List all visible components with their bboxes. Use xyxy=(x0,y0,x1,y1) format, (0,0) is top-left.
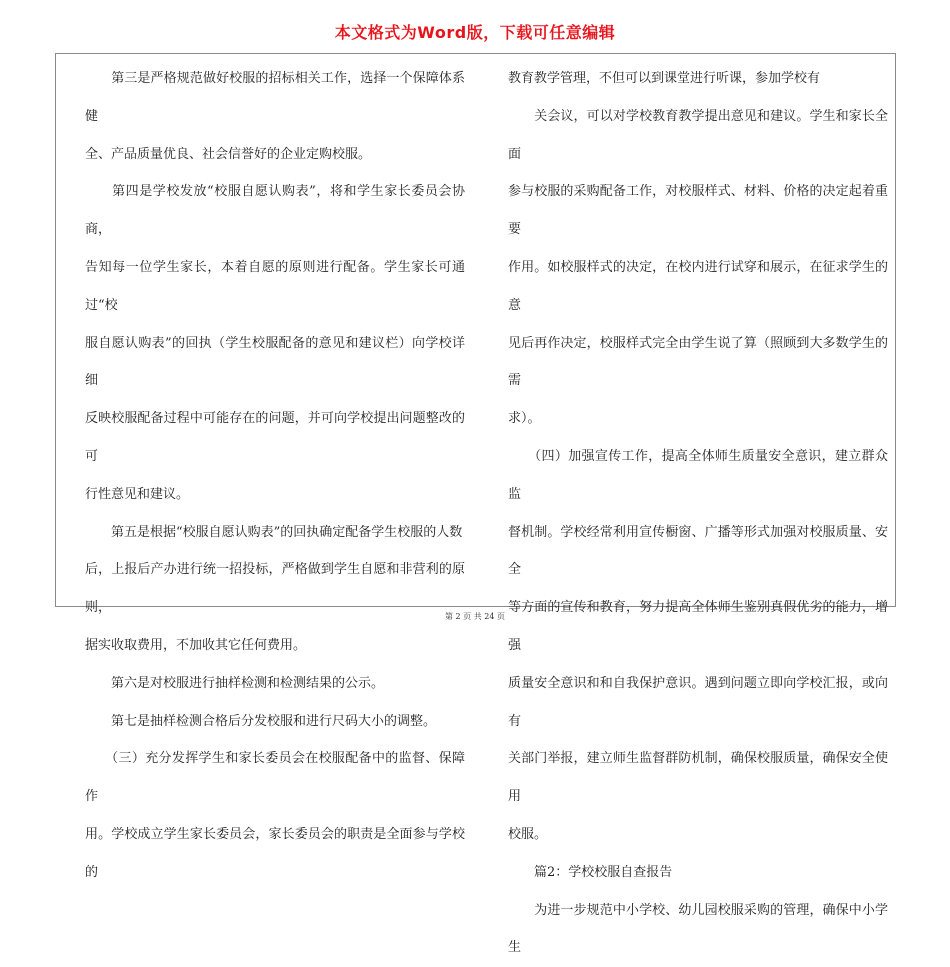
text-line: 反映校服配备过程中可能存在的问题，并可向学校提出问题整改的可 xyxy=(85,411,465,464)
text-line: 关会议，可以对学校教育教学提出意见和建议。学生和家长全面 xyxy=(508,108,888,162)
text-line: 后，上报后产办进行统一招投标，严格做到学生自愿和非营利的原则， xyxy=(85,562,465,616)
text-line: （四）加强宣传工作，提高全体师生质量安全意识，建立群众监 xyxy=(508,448,888,502)
text-line: 用。学校成立学生家长委员会，家长委员会的职责是全面参与学校的 xyxy=(85,826,465,880)
page-number: 第 2 页 共 24 页 xyxy=(445,612,505,621)
text-line: 见后再作决定，校服样式完全由学生说了算（照顾到大多数学生的需 xyxy=(508,335,888,389)
word-format-banner: 本文格式为Word版，下载可任意编辑 xyxy=(334,23,616,42)
text-line: 第七是抽样检测合格后分发校服和进行尺码大小的调整。 xyxy=(85,713,437,729)
text-line: 告知每一位学生家长，本着自愿的原则进行配备。学生家长可通过“校 xyxy=(85,259,465,313)
text-line: 服自愿认购表”的回执（学生校服配备的意见和建议栏）向学校详细 xyxy=(85,335,465,389)
text-line: 质量安全意识和和自我保护意识。遇到问题立即向学校汇报，或向有 xyxy=(508,675,888,729)
text-line: 督机制。学校经常利用宣传橱窗、广播等形式加强对校服质量、安全 xyxy=(508,524,888,578)
text-line: 求）。 xyxy=(508,411,541,427)
text-line: 参与校服的采购配备工作，对校服样式、材料、价格的决定起着重要 xyxy=(508,184,888,238)
text-line: 据实收取费用，不加收其它任何费用。 xyxy=(85,637,307,653)
text-line: （三）充分发挥学生和家长委员会在校服配备中的监督、保障作 xyxy=(85,751,465,805)
right-column xyxy=(508,60,888,967)
text-line: 关部门举报，建立师生监督群防机制，确保校服质量，确保安全使用 xyxy=(508,751,888,805)
text-line: 作用。如校服样式的决定，在校内进行试穿和展示，在征求学生的意 xyxy=(508,259,888,313)
text-line: 第四是学校发放“校服自愿认购表”，将和学生家长委员会协商， xyxy=(85,184,465,238)
text-line: 教育教学管理，不但可以到课堂进行听课，参加学校有 xyxy=(508,71,821,86)
text-line: 为进一步规范中小学校、幼儿园校服采购的管理，确保中小学生 xyxy=(508,902,888,956)
text-line: 第五是根据“校服自愿认购表”的回执确定配备学生校服的人数 xyxy=(85,524,463,540)
text-line: 校服。 xyxy=(508,826,548,842)
text-line: 第三是严格规范做好校服的招标相关工作，选择一个保障体系健 xyxy=(85,71,465,124)
text-line: 等方面的宣传和教育，努力提高全体师生鉴别真假优劣的能力，增强 xyxy=(508,600,888,653)
section-heading: 篇2：学校校服自查报告 xyxy=(508,864,673,880)
text-line: 行性意见和建议。 xyxy=(85,486,190,502)
text-line: 第六是对校服进行抽样检测和检测结果的公示。 xyxy=(85,675,385,691)
left-column xyxy=(85,60,465,892)
text-line: 全、产品质量优良、社会信誉好的企业定购校服。 xyxy=(85,146,372,162)
